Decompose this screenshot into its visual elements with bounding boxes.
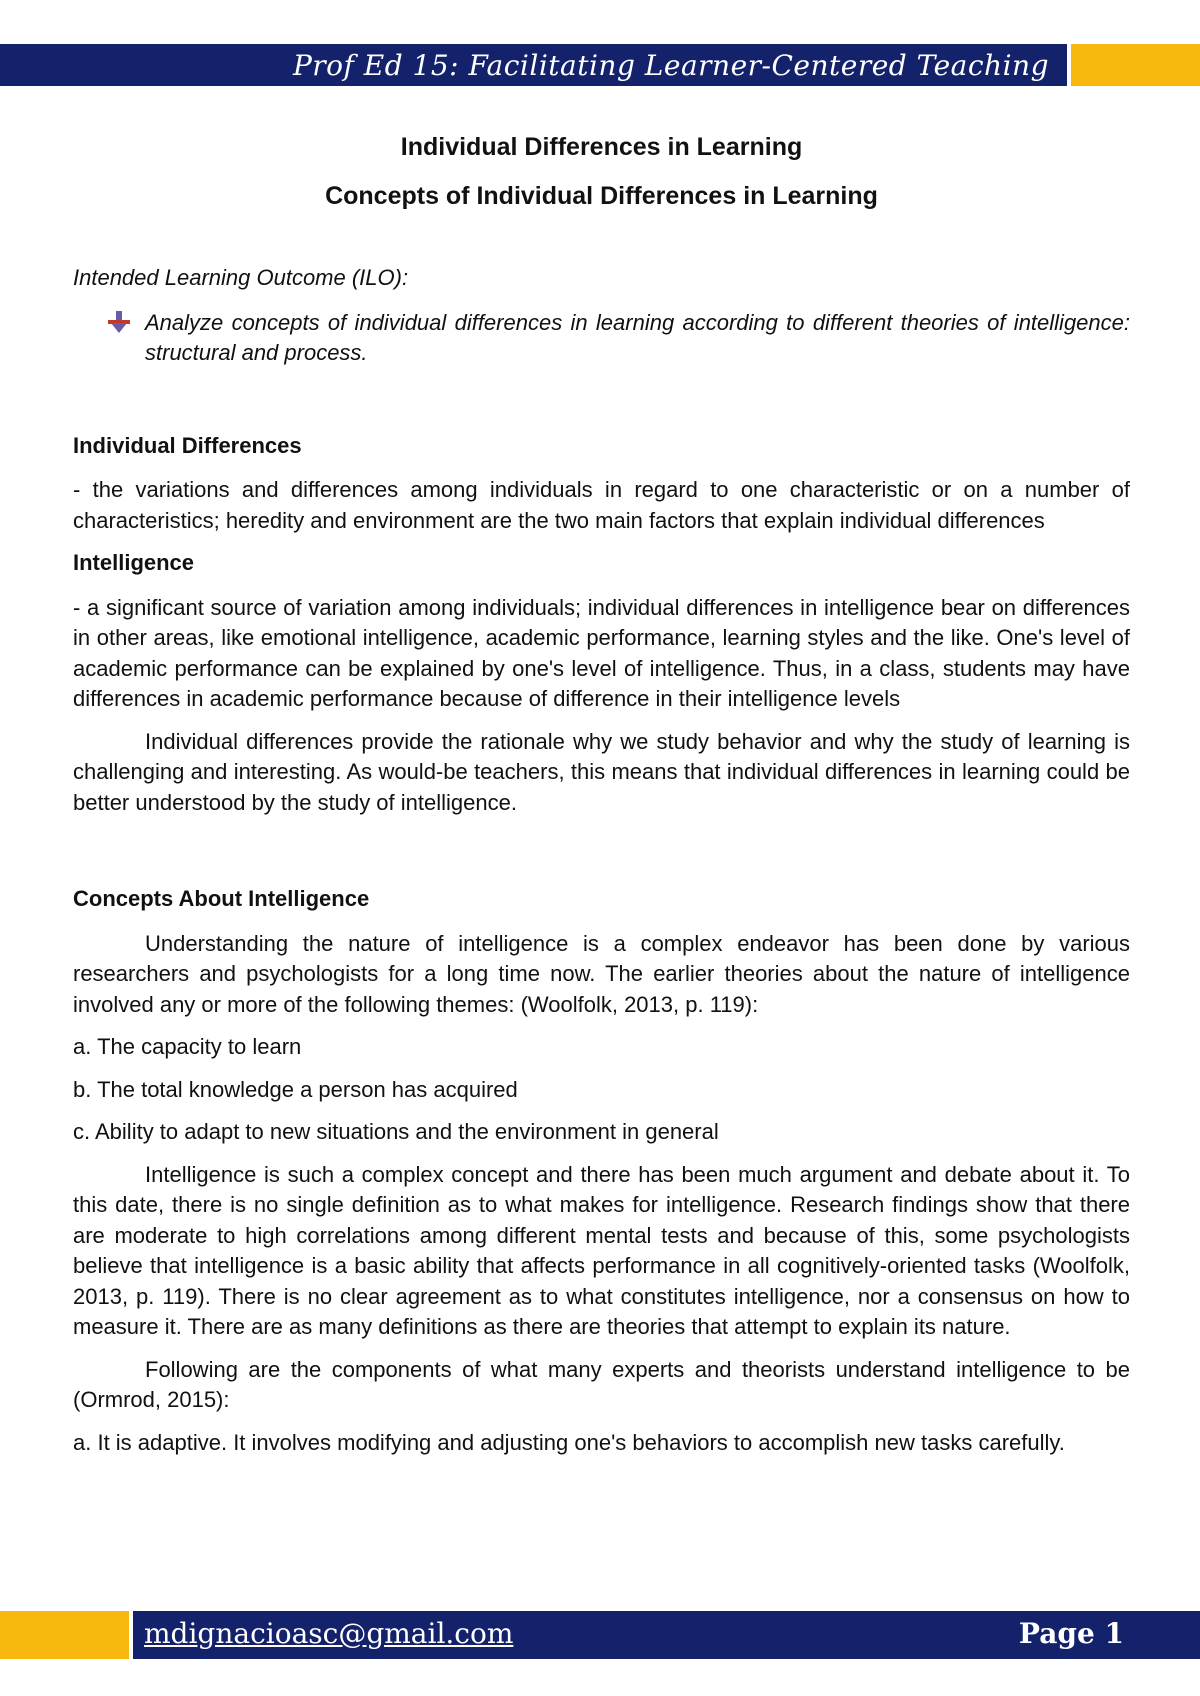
ilo-bullet bbox=[73, 308, 1130, 369]
theme-item-b: b. The total knowledge a person has acquired bbox=[73, 1076, 518, 1102]
ilo-bullet-text: Analyze concepts of individual differences in learning according to different theories of intelligence: structural and process. bbox=[145, 309, 1130, 365]
intelligence-paragraph: Individual differences provide the rationale why we study behavior and why the study of learning is challenging and interesting. As would-be teachers, this means that individual differences in learning could be better understood by the study of intelligence. bbox=[73, 728, 1130, 815]
ilo-label: Intended Learning Outcome (ILO): bbox=[73, 265, 409, 290]
header-title: Prof Ed 15: Facilitating Learner-Centered Teaching bbox=[292, 48, 1049, 82]
concepts-paragraph-3: Following are the components of what many experts and theorists understand intelligence to be (Ormrod, 2015): bbox=[73, 1356, 1130, 1412]
document-body bbox=[73, 132, 1130, 1458]
heading-individual-differences: Individual Differences bbox=[73, 432, 302, 458]
header-band bbox=[0, 44, 1200, 86]
header-bar bbox=[0, 44, 1067, 86]
intelligence-definition: - a significant source of variation among individuals; individual differences in intelligence bear on differences in other areas, like emotional intelligence, academic performance, learning styles and the like. One's level of academic performance can be explained by one's level of intelligence. Thus, in a class, students may have differences in academic performance because of difference in their intelligence levels bbox=[73, 594, 1130, 711]
footer-email-link[interactable]: mdignacioasc@gmail.com bbox=[144, 1617, 514, 1650]
individual-differences-definition: - the variations and differences among individuals in regard to one characteristic or on a number of characteristics; heredity and environment are the two main factors that explain individual differences bbox=[73, 477, 1130, 533]
concepts-paragraph-2: Intelligence is such a complex concept and there has been much argument and debate about it. To this date, there is no single definition as to what makes for intelligence. Research findings show that there are moderate to high correlations among different mental tests and because of this, some psychologists believe that intelligence is a basic ability that affects performance in all cognitively-oriented tasks (Woolfolk, 2013, p. 119). There is no clear agreement as to what constitutes intelligence, nor a consensus on how to measure it. There are as many definitions as there are theories that attempt to explain its nature. bbox=[73, 1161, 1130, 1339]
arrow-down-icon bbox=[73, 308, 145, 338]
heading-concepts-about-intelligence: Concepts About Intelligence bbox=[73, 886, 370, 911]
footer-accent-block bbox=[0, 1611, 129, 1659]
page-number: Page 1 bbox=[1018, 1617, 1124, 1650]
footer-band bbox=[0, 1611, 1200, 1659]
heading-intelligence: Intelligence bbox=[73, 550, 195, 575]
theme-item-a: a. The capacity to learn bbox=[73, 1034, 302, 1059]
theme-item-c: c. Ability to adapt to new situations and the environment in general bbox=[73, 1119, 719, 1144]
document-subtitle: Concepts of Individual Differences in Learning bbox=[325, 181, 878, 210]
component-item-a: a. It is adaptive. It involves modifying and adjusting one's behaviors to accomplish new tasks carefully. bbox=[73, 1429, 1065, 1455]
concepts-intro-paragraph: Understanding the nature of intelligence is a complex endeavor has been done by various researchers and psychologists for a long time now. The earlier theories about the nature of intelligence involved any or more of the following themes: (Woolfolk, 2013, p. 119): bbox=[73, 930, 1130, 1017]
document-title: Individual Differences in Learning bbox=[400, 133, 803, 161]
header-accent-block bbox=[1071, 44, 1200, 86]
